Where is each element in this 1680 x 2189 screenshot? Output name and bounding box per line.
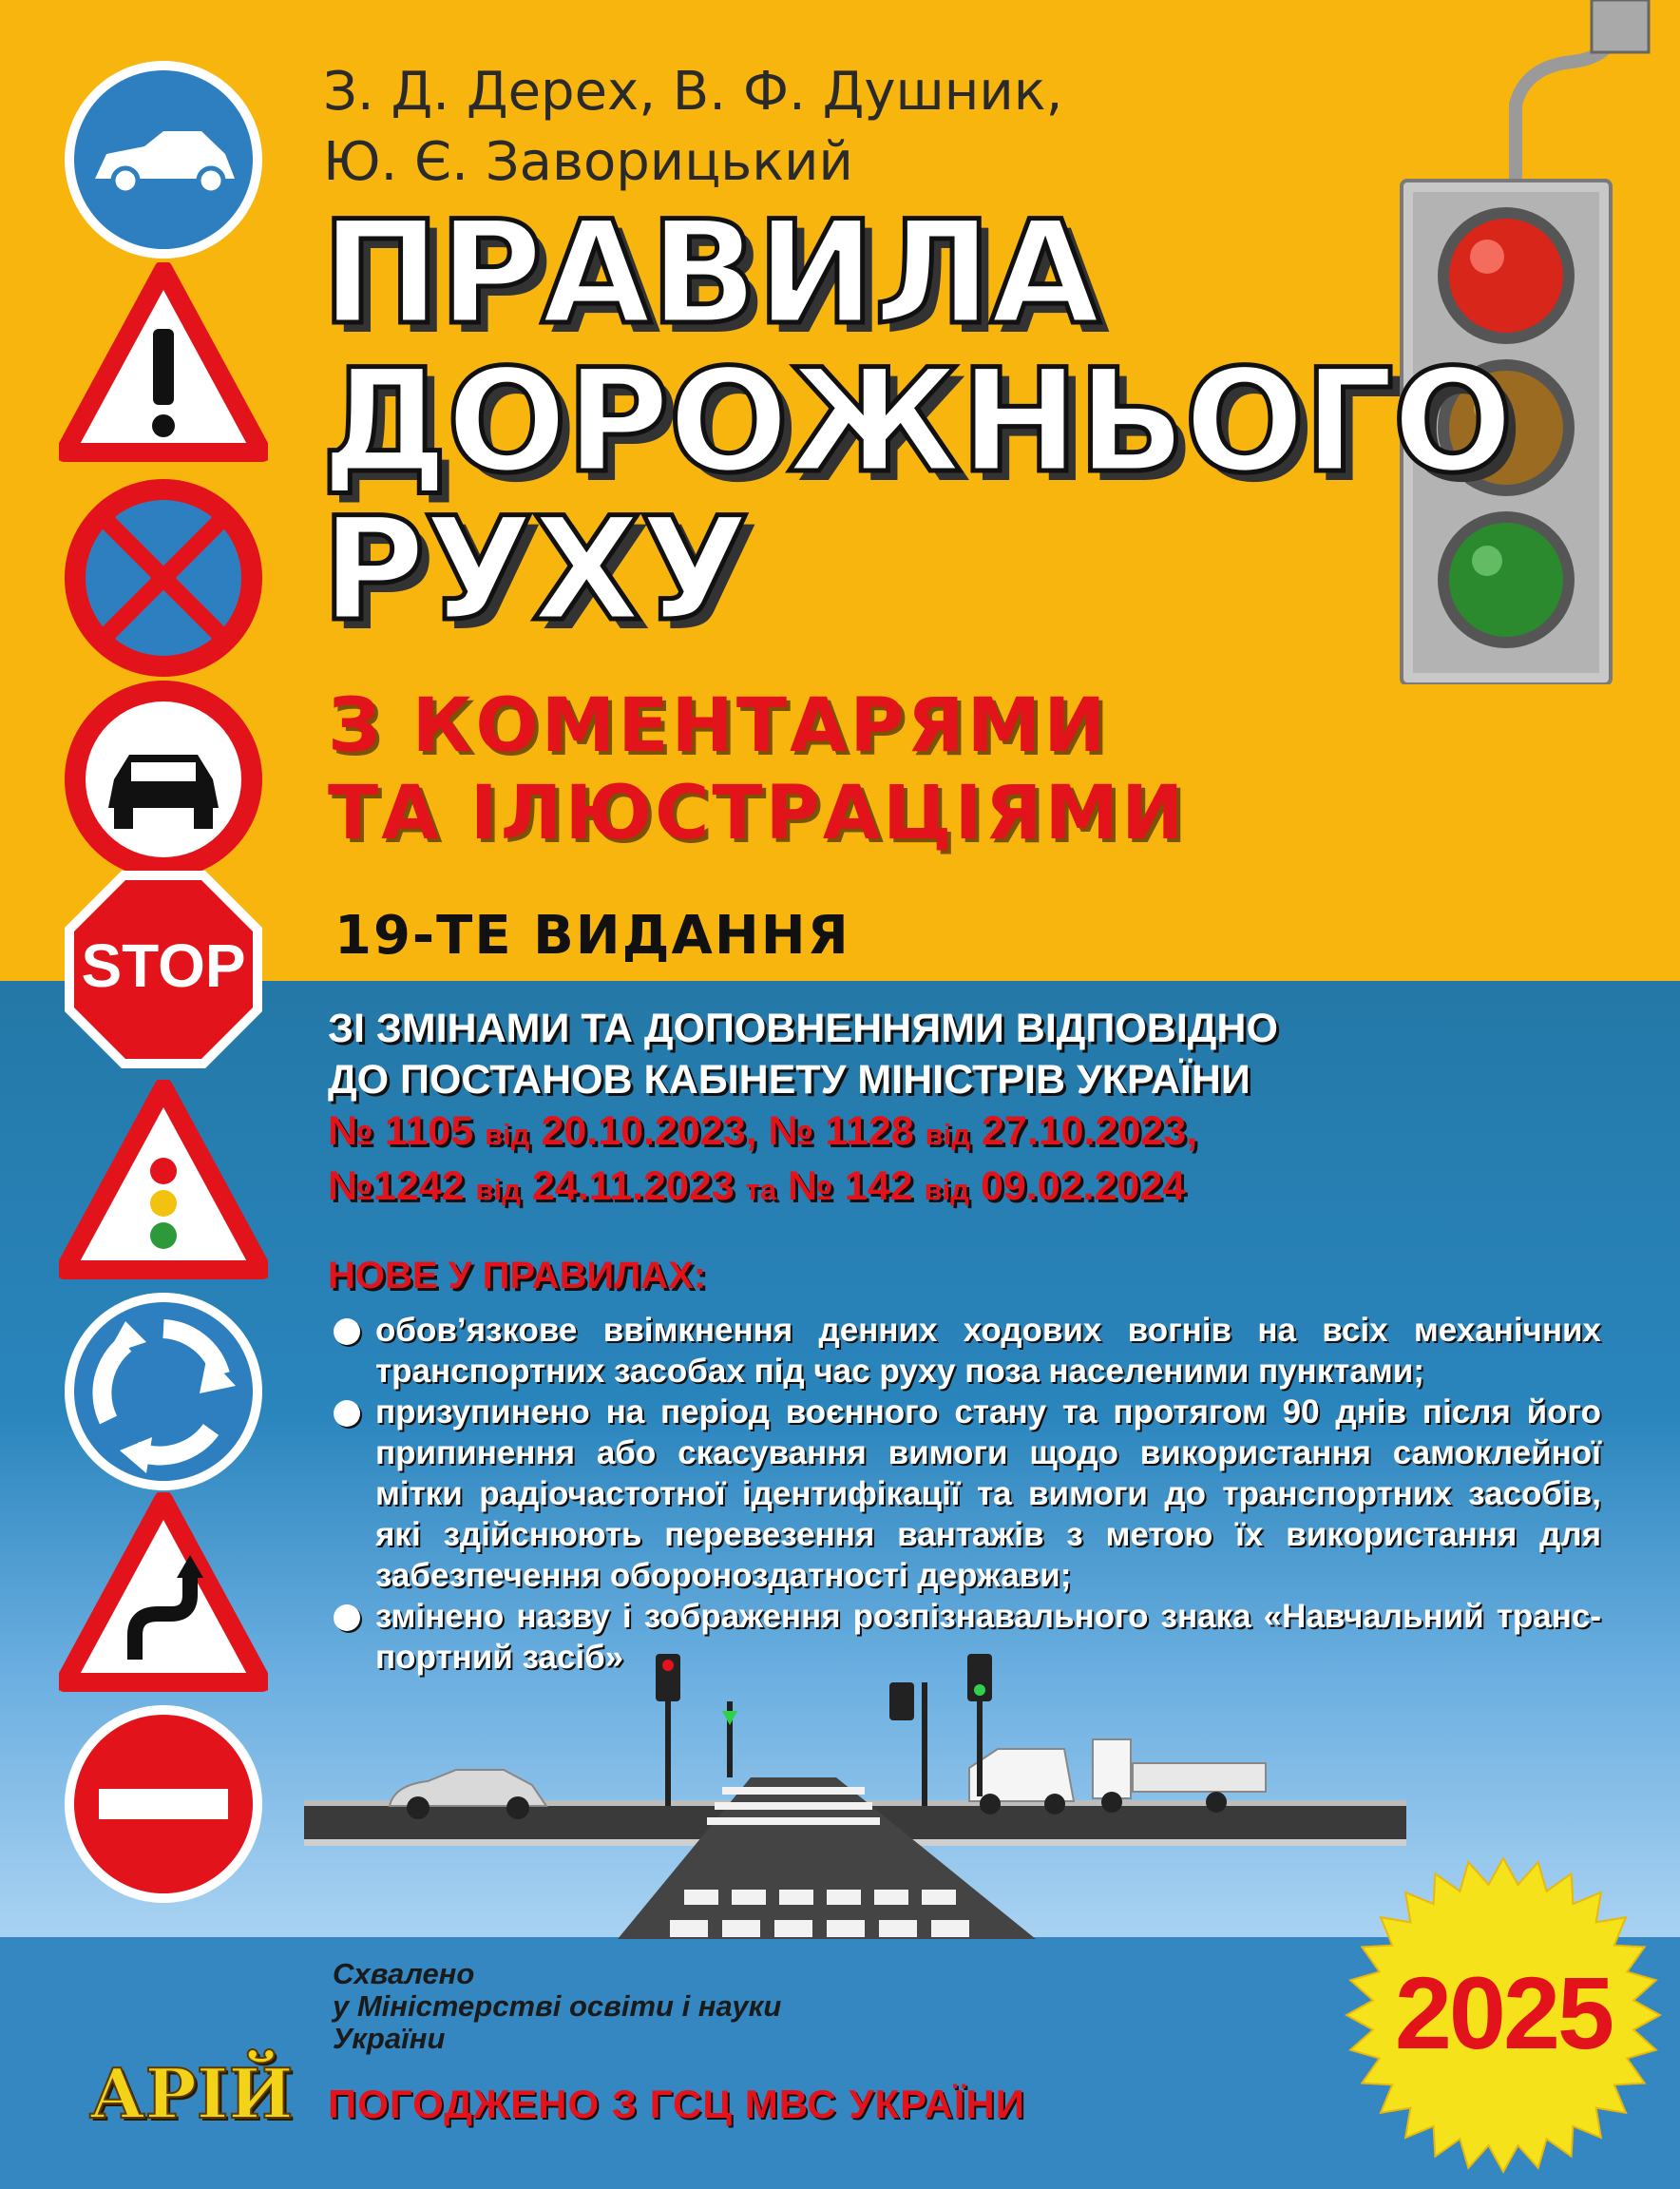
no-entry-sign-icon: [59, 1699, 268, 1909]
list-item-text: призупинено на період воєнного стану та протягом 90 днів після його припинення або скасування вимоги щодо використання самоклейної мітки радіочастотної ідентифікації та вимоги до транспортних засобів, які здійснюють перевезення вантажів з метою їх використання для забезпечення обороноздатності держави;: [375, 1393, 1601, 1594]
approval-line-2: у Міністерстві освіти і науки: [333, 1989, 782, 2023]
bullet-icon: [334, 1318, 360, 1345]
resolutions-line-2: [328, 1161, 1278, 1216]
bullet-icon: [334, 1604, 360, 1631]
new-rules-list: [328, 1310, 1601, 1678]
resolution-142: № 142: [788, 1163, 913, 1209]
no-overtaking-sign-icon: [59, 675, 268, 884]
changes-notice: [328, 1003, 1278, 1216]
word-vid: від: [485, 1118, 530, 1151]
no-stopping-sign-icon: [59, 473, 268, 682]
car-sign-icon: [59, 55, 268, 264]
subtitle-line-2: ТА ІЛЮСТРАЦІЯМИ: [328, 771, 1187, 856]
word-vid: від: [925, 1118, 971, 1151]
approval-note: [333, 1958, 781, 2055]
traffic-light-warning-sign-icon: [59, 1080, 268, 1289]
resolutions-line-1: [328, 1105, 1278, 1161]
list-item-text: обов’язкове ввімкнення денних ходових вогнів на всіх механічних транспортних засобах під час руху поза населеними пунктами;: [375, 1312, 1601, 1390]
resolution-1242: №1242: [328, 1163, 465, 1209]
bullet-icon: [334, 1400, 360, 1427]
stop-sign-icon: [59, 865, 268, 1074]
authors-line-1: З. Д. Дерех, В. Ф. Душник,: [323, 61, 1063, 123]
changes-line-1: ЗІ ЗМІНАМИ ТА ДОПОВНЕННЯМИ ВІДПОВІДНО: [328, 1006, 1278, 1051]
changes-line-2: ДО ПОСТАНОВ КАБІНЕТУ МІНІСТРІВ УКРАЇНИ: [328, 1057, 1250, 1103]
authors-line-2: Ю. Є. Заворицький: [323, 131, 853, 193]
resolution-1128: 20.10.2023, № 1128: [541, 1108, 914, 1154]
resolution-1105: № 1105: [328, 1108, 474, 1154]
double-curve-sign-icon: [59, 1492, 268, 1701]
road-crossing-illustration: [304, 1644, 1406, 1939]
word-ta: та: [745, 1173, 777, 1206]
new-rules-heading: НОВЕ У ПРАВИЛАХ:: [328, 1255, 707, 1296]
title-line-2: ДОРОЖНЬОГО: [321, 339, 1512, 505]
book-subtitle: [328, 682, 1186, 857]
edition-label: 19-ТЕ ВИДАННЯ: [334, 905, 850, 967]
year-badge: 2025: [1394, 1955, 1613, 2070]
approval-line-3: України: [333, 2022, 446, 2055]
list-item: [328, 1310, 1601, 1392]
list-item: [328, 1392, 1601, 1596]
resolution-date: 09.02.2024: [980, 1163, 1186, 1209]
book-title: [321, 191, 1512, 653]
publisher-logo: АРІЙ: [89, 2053, 294, 2134]
roundabout-sign-icon: [59, 1287, 268, 1496]
resolution-date: 27.10.2023,: [981, 1108, 1198, 1154]
list-item-text: змінено назву і зображення розпізнавального знака «Навчальний транс-портний засіб»: [375, 1598, 1601, 1676]
agreed-note: ПОГОДЖЕНО З ГСЦ МВС УКРАЇНИ: [328, 2082, 1025, 2126]
approval-line-1: Схвалено: [333, 1957, 475, 1990]
title-line-1: ПРАВИЛА: [321, 191, 1099, 356]
authors: [323, 57, 1062, 198]
stop-sign-text: STOP: [81, 931, 246, 1000]
resolution-date: 24.11.2023: [531, 1163, 735, 1209]
title-line-3: РУХУ: [321, 488, 748, 653]
road-signs-column: [59, 55, 268, 1956]
subtitle-line-1: З КОМЕНТАРЯМИ: [328, 683, 1109, 769]
word-vid: від: [924, 1173, 969, 1206]
word-vid: від: [475, 1173, 521, 1206]
warning-exclamation-sign-icon: [59, 262, 268, 471]
